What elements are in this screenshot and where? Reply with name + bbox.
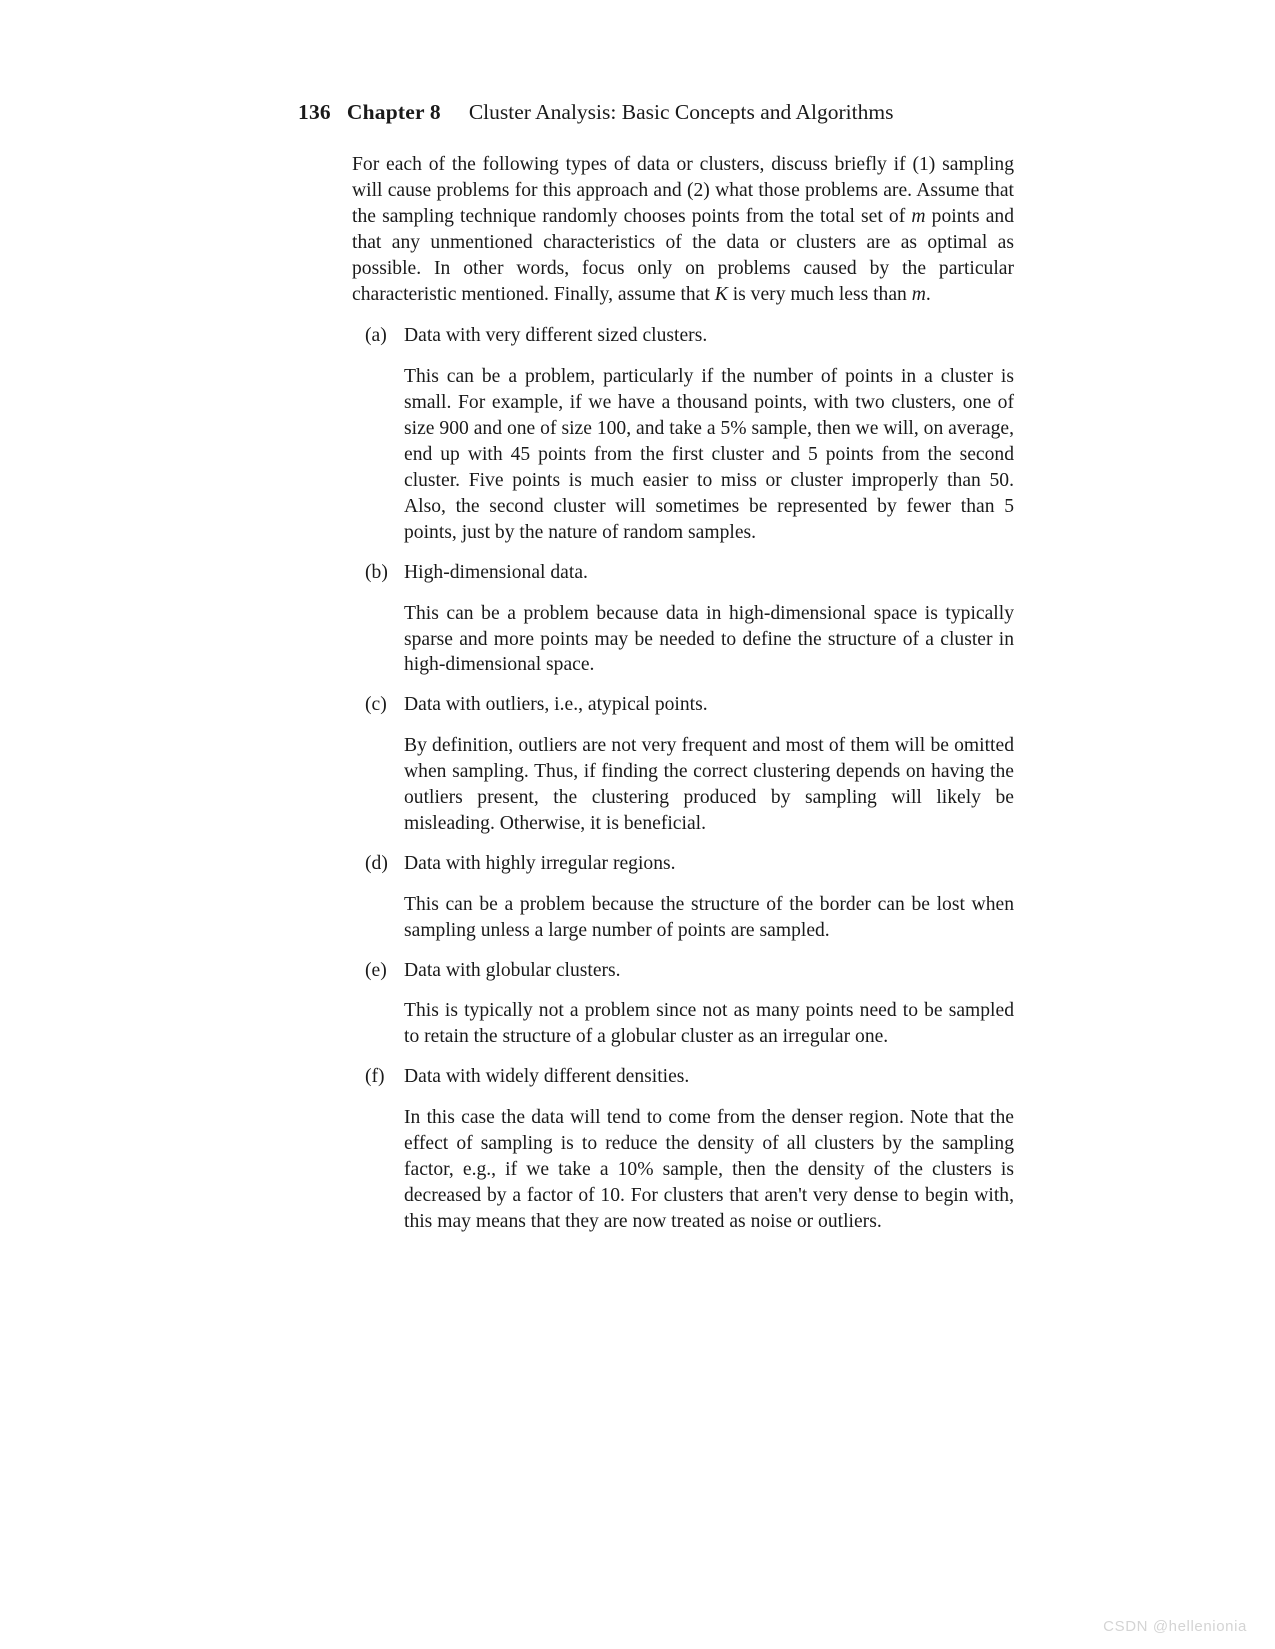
item-marker: (f) — [365, 1066, 385, 1088]
item-marker: (b) — [365, 561, 388, 583]
intro-paragraph: For each of the following types of data or clusters, discuss briefly if (1) sampling will cause problems for this approach and (2) what those problems are. Assume that the sampling technique randomly chooses points from the total set of m points and that any unmentioned characteristics of the data or clusters are as optimal as possible. In other words, focus only on problems caused by the particular characteristic mentioned. Finally, assume that K is very much less than m. — [352, 154, 1014, 305]
item-answer: This can be a problem because data in high-dimensional space is typically sparse and more points may be needed to define the structure of a cluster in high-dimensional space. — [404, 602, 1014, 676]
item-stem: Data with highly irregular regions. — [404, 852, 676, 874]
list-item — [352, 1064, 1014, 1234]
document-body — [352, 152, 1014, 1235]
item-answer: This can be a problem because the structure of the border can be lost when sampling unless a large number of points are sampled. — [404, 893, 1014, 941]
item-stem: Data with very different sized clusters. — [404, 325, 708, 347]
watermark: CSDN @hellenionia — [1103, 1618, 1247, 1635]
item-stem: Data with globular clusters. — [404, 959, 621, 981]
chapter-title: Cluster Analysis: Basic Concepts and Algorithms — [468, 100, 894, 124]
item-answer: In this case the data will tend to come from the denser region. Note that the effect of sampling is to reduce the density of all clusters by the sampling factor, e.g., if we take a 10% sample, then the density of the clusters is decreased by a factor of 10. For clusters that aren't very dense to begin with, this may means that they are now treated as noise or outliers. — [404, 1107, 1014, 1232]
item-marker: (a) — [365, 325, 387, 347]
running-head — [298, 100, 1018, 126]
list-item — [352, 958, 1014, 1051]
item-stem: High-dimensional data. — [404, 561, 588, 583]
item-marker: (d) — [365, 852, 388, 874]
item-marker: (e) — [365, 959, 387, 981]
item-answer: This can be a problem, particularly if the number of points in a cluster is small. For example, if we have a thousand points, with two clusters, one of size 900 and one of size 100, and take a 5% sample, then we will, on average, end up with 45 points from the first cluster and 5 points from the second cluster. Five points is much easier to miss or cluster improperly than 50. Also, the second cluster will sometimes be represented by fewer than 5 points, just by the nature of random samples. — [404, 366, 1014, 543]
item-stem: Data with widely different densities. — [404, 1066, 690, 1088]
list-item — [352, 692, 1014, 837]
list-item — [352, 851, 1014, 944]
item-answer: By definition, outliers are not very frequent and most of them will be omitted when sampling. Thus, if finding the correct clustering depends on having the outliers present, the clustering produced by sampling will likely be misleading. Otherwise, it is beneficial. — [404, 735, 1014, 834]
list-item — [352, 323, 1014, 545]
chapter-label: Chapter 8 — [346, 100, 441, 124]
item-answer: This is typically not a problem since not as many points need to be sampled to retain the structure of a globular cluster as an irregular one. — [404, 1000, 1014, 1048]
list-item — [352, 560, 1014, 679]
exercise-item-list — [352, 323, 1014, 1234]
item-stem: Data with outliers, i.e., atypical points. — [404, 694, 708, 716]
page-number: 136 — [298, 100, 331, 124]
item-marker: (c) — [365, 694, 387, 716]
